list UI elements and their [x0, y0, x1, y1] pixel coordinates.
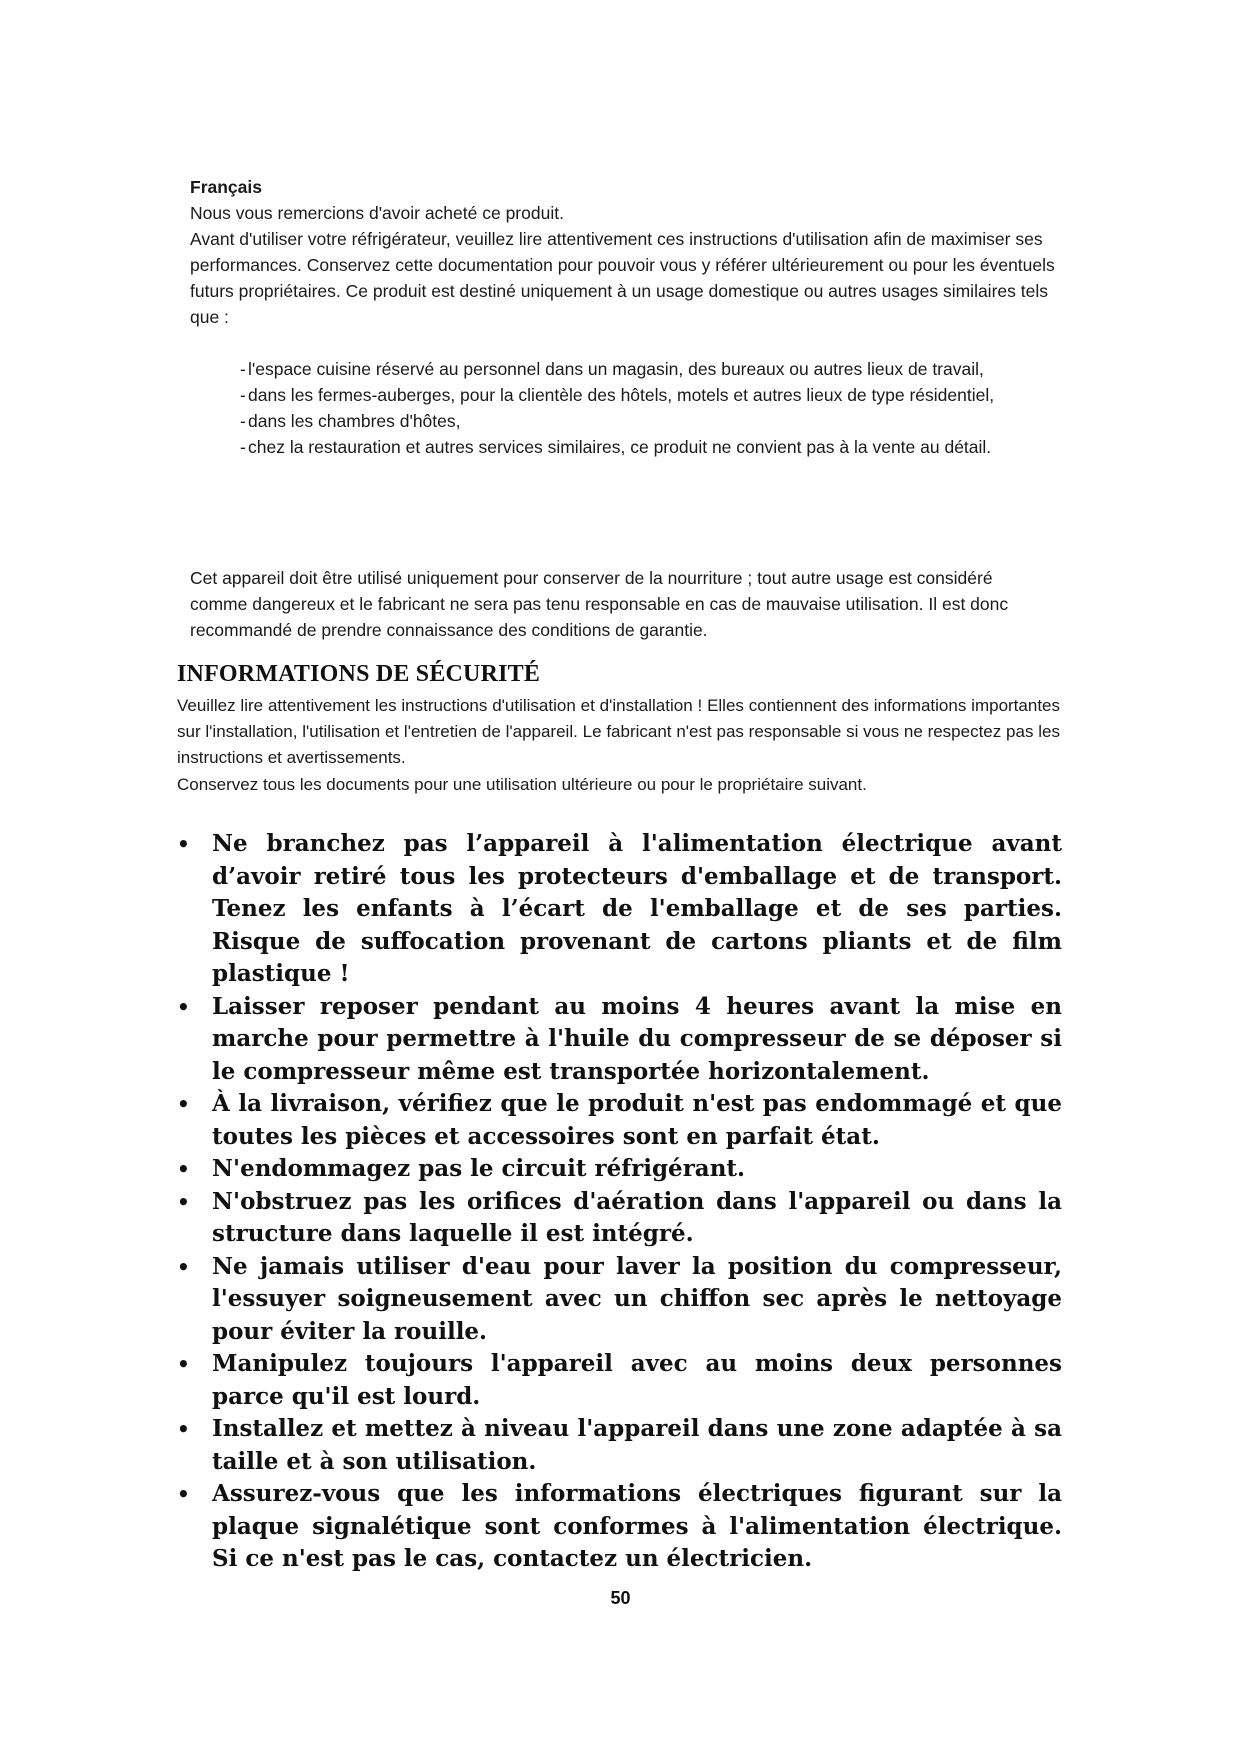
bullet-icon: • — [177, 1417, 190, 1441]
thanks-text: Nous vous remercions d'avoir acheté ce produit. — [190, 203, 564, 223]
list-item — [240, 434, 1040, 460]
usage-item-text: dans les chambres d'hôtes, — [248, 411, 461, 431]
safety-intro-text: Veuillez lire attentivement les instructions d'utilisation et d'installation ! Elles contiennent des informations importantes sur l'installation, l'utilisation et l'entretien de l'appareil. Le fabricant n'est pas responsable si vous ne respectez pas les instructions et avertissements. — [177, 696, 1060, 767]
bullet-icon: • — [177, 1254, 190, 1279]
list-item — [177, 1478, 1062, 1576]
rule-text: Ne branchez pas l’appareil à l'alimentation électrique avant d’avoir retiré tous les protecteurs d'emballage et de transport. Tenez les enfants à l’écart de l'emballage et de ses parties. Risque de suffocation provenant de cartons pliants et de film plastique ! — [212, 830, 1062, 987]
dash-marker: - — [240, 411, 246, 431]
list-item — [177, 1348, 1062, 1413]
usage-item-text: dans les fermes-auberges, pour la clientèle des hôtels, motels et autres lieux de type résidentiel, — [248, 385, 995, 405]
list-item — [177, 991, 1062, 1089]
bullet-icon: • — [177, 994, 190, 1019]
rule-text: N'endommagez pas le circuit réfrigérant. — [212, 1155, 746, 1182]
list-item — [177, 1088, 1062, 1153]
list-item — [177, 828, 1062, 991]
rule-text: Laisser reposer pendant au moins 4 heures avant la mise en marche pour permettre à l'huile du compresseur de se déposer si le compresseur même est transportée horizontalement. — [212, 992, 1062, 1085]
rule-text: Installez et mettez à niveau l'appareil dans une zone adaptée à sa taille et à son utilisation. — [212, 1415, 1062, 1475]
keep-documents-text: Conservez tous les documents pour une utilisation ultérieure ou pour le propriétaire suivant. — [177, 775, 867, 794]
bullet-icon: • — [177, 1157, 190, 1181]
usage-list — [240, 356, 1040, 460]
bullet-icon: • — [177, 1189, 190, 1214]
list-item — [177, 1251, 1062, 1349]
list-item — [177, 1186, 1062, 1251]
list-item — [177, 1153, 1062, 1186]
list-item — [240, 356, 1040, 382]
list-item — [240, 382, 1040, 408]
bullet-icon: • — [177, 1482, 190, 1506]
instructions-text: Avant d'utiliser votre réfrigérateur, veuillez lire attentivement ces instructions d'utilisation afin de maximiser ses performances. Conservez cette documentation pour pouvoir vous y référer ultérieurement ou pour les éventuels futurs propriétaires. Ce produit est destiné uniquement à un usage domestique ou autres usages similaires tels que : — [190, 229, 1055, 327]
language-heading: Français — [190, 177, 262, 197]
usage-item-text: chez la restauration et autres services similaires, ce produit ne convient pas à la vente au détail. — [248, 437, 992, 457]
intro-section — [190, 174, 1070, 330]
safety-rules-list — [177, 828, 1062, 1576]
list-item — [240, 408, 1040, 434]
list-item — [177, 1413, 1062, 1478]
bullet-icon: • — [177, 832, 190, 856]
dash-marker: - — [240, 385, 246, 405]
rule-text: N'obstruez pas les orifices d'aération dans l'appareil ou dans la structure dans laquelle il est intégré. — [212, 1187, 1062, 1247]
rule-text: Assurez-vous que les informations électriques figurant sur la plaque signalétique sont conformes à l'alimentation électrique. Si ce n'est pas le cas, contactez un électricien. — [212, 1480, 1062, 1572]
bullet-icon: • — [177, 1352, 190, 1376]
bullet-icon: • — [177, 1092, 190, 1116]
safety-heading: INFORMATIONS DE SÉCURITÉ — [177, 661, 541, 687]
rule-text: Manipulez toujours l'appareil avec au moins deux personnes parce qu'il est lourd. — [212, 1350, 1062, 1410]
rule-text: À la livraison, vérifiez que le produit n'est pas endommagé et que toutes les pièces et accessoires sont en parfait état. — [212, 1090, 1062, 1150]
rule-text: Ne jamais utiliser d'eau pour laver la position du compresseur, l'essuyer soigneusement avec un chiffon sec après le nettoyage pour éviter la rouille. — [212, 1252, 1062, 1345]
page-number: 50 — [610, 1588, 631, 1608]
dash-marker: - — [240, 437, 246, 457]
usage-item-text: l'espace cuisine réservé au personnel dans un magasin, des bureaux ou autres lieux de travail, — [248, 359, 984, 379]
dash-marker: - — [240, 359, 246, 379]
disclaimer-text: Cet appareil doit être utilisé uniquement pour conserver de la nourriture ; tout autre usage est considéré comme dangereux et le fabricant ne sera pas tenu responsable en cas de mauvaise utilisation. Il est donc recommandé de prendre connaissance des conditions de garantie. — [190, 568, 1009, 640]
